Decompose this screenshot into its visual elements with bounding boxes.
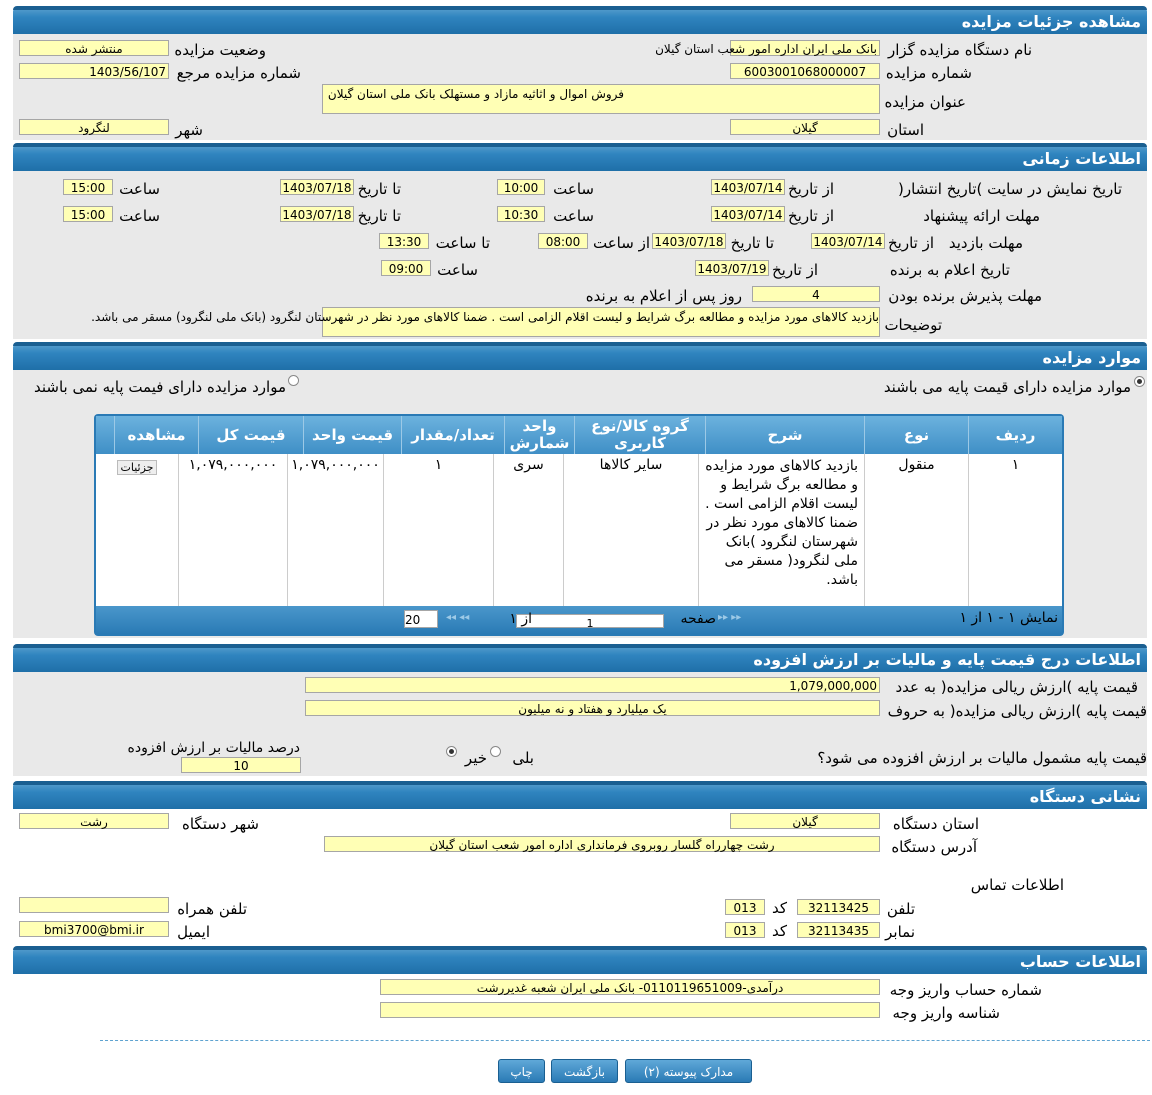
accept-suffix: روز پس از اعلام به برنده — [585, 287, 742, 305]
cell-unit-price: ۱,۰۷۹,۰۰۰,۰۰۰ — [287, 454, 383, 606]
visit-to-date[interactable]: 1403/07/18 — [652, 233, 726, 249]
cell-unit: سری — [493, 454, 563, 606]
pager-showing: نمایش ۱ - ۱ از ۱ — [959, 610, 1058, 626]
account-field[interactable]: درآمدی-0110119651009- بانک ملی ایران شعبه غدیررشت — [380, 979, 880, 995]
dev-province-label: استان دستگاه — [892, 815, 979, 833]
province-label-text: استان — [887, 121, 924, 139]
vat-percent-label: درصد مالیات بر ارزش افزوده — [127, 740, 300, 756]
dev-address-field[interactable]: رشت چهارراه گلسار روبروی فرمانداری اداره امور شعب استان گیلان — [324, 836, 880, 852]
col-qty[interactable]: تعداد/مقدار — [401, 416, 504, 454]
col-unit[interactable]: واحد شمارش — [504, 416, 574, 454]
back-button[interactable]: بازگشت — [551, 1059, 618, 1083]
offer-from-time-label: ساعت — [553, 207, 594, 225]
offer-label: مهلت ارائه پیشنهاد — [923, 207, 1040, 225]
ref-no-field[interactable]: 1403/56/107 — [19, 63, 169, 79]
display-to-date[interactable]: 1403/07/18 — [280, 179, 354, 195]
col-index[interactable]: ردیف — [968, 416, 1062, 454]
attachments-button[interactable]: مدارک پیوسته (۲) — [625, 1059, 752, 1083]
section-header-address: نشانی دستگاه — [13, 781, 1147, 809]
base-text-field[interactable]: یک میلیارد و هفتاد و نه میلیون — [305, 700, 880, 716]
with-base-price-radio[interactable] — [1134, 376, 1145, 387]
col-view[interactable]: مشاهده — [114, 416, 198, 454]
cell-index: ۱ — [968, 454, 1062, 606]
pager-page-label: صفحه — [680, 611, 716, 627]
grid-pager — [96, 606, 1062, 634]
display-to-label: تا تاریخ — [357, 180, 401, 198]
cell-qty: ۱ — [383, 454, 493, 606]
section-header-details: مشاهده جزئیات مزایده — [13, 6, 1147, 34]
visit-from-time[interactable]: 08:00 — [538, 233, 588, 249]
phone-field[interactable]: 32113425 — [797, 899, 880, 915]
fax-label: نمابر — [885, 923, 915, 941]
vat-question: قیمت پایه مشمول مالیات بر ارزش افزوده می شود؟ — [817, 749, 1147, 767]
section-header-account: اطلاعات حساب — [13, 946, 1147, 974]
col-total-price[interactable]: قیمت کل — [198, 416, 303, 454]
auction-no-field[interactable]: 6003001068000007 — [730, 63, 880, 79]
with-base-price-label: موارد مزایده دارای قیمت پایه می باشند — [883, 378, 1131, 396]
display-from-label: از تاریخ — [787, 180, 834, 198]
status-label: وضعیت مزایده — [174, 41, 266, 59]
mobile-field[interactable] — [19, 897, 169, 913]
vat-yes-label: بلی — [512, 749, 534, 767]
status-field[interactable]: منتشر شده — [19, 40, 169, 56]
offer-from-date[interactable]: 1403/07/14 — [711, 206, 785, 222]
winner-time[interactable]: 09:00 — [381, 260, 431, 276]
display-from-time[interactable]: 10:00 — [497, 179, 545, 195]
pager-next-icons[interactable]: ◂◂ ◂◂ — [446, 612, 470, 623]
offer-to-label: تا تاریخ — [357, 207, 401, 225]
visit-from-date[interactable]: 1403/07/14 — [811, 233, 885, 249]
dev-city-label: شهر دستگاه — [181, 815, 259, 833]
print-button[interactable]: چاپ — [498, 1059, 545, 1083]
fax-code-field[interactable]: 013 — [725, 922, 765, 938]
visit-to-time-label: تا ساعت — [435, 234, 490, 252]
org-field[interactable]: بانک ملی ایران اداره امور شعب استان گیلان — [730, 40, 880, 56]
offer-to-time-label: ساعت — [119, 207, 160, 225]
section-header-items: موارد مزایده — [13, 342, 1147, 370]
pager-of-label: از ۱ — [509, 611, 532, 627]
city-field[interactable]: لنگرود — [19, 119, 169, 135]
cell-total-price: ۱,۰۷۹,۰۰۰,۰۰۰ — [178, 454, 287, 606]
cell-group: سایر کالاها — [563, 454, 698, 606]
dev-address-label: آدرس دستگاه — [891, 838, 977, 856]
ref-no-label: شماره مزایده مرجع — [176, 64, 301, 82]
winner-from-label: از تاریخ — [771, 261, 818, 279]
offer-to-time[interactable]: 15:00 — [63, 206, 113, 222]
title-field[interactable]: فروش اموال و اثاثیه مازاد و مستهلک بانک ملی استان گیلان — [322, 84, 880, 114]
divider — [100, 1040, 1150, 1041]
accept-days-field[interactable]: 4 — [752, 286, 880, 302]
visit-to-time[interactable]: 13:30 — [379, 233, 429, 249]
vat-no-label: خیر — [464, 749, 487, 767]
accept-label: مهلت پذیرش برنده بودن — [888, 287, 1042, 305]
col-desc[interactable]: شرح — [705, 416, 864, 454]
fax-field[interactable]: 32113435 — [797, 922, 880, 938]
dev-city-field[interactable]: رشت — [19, 813, 169, 829]
phone-code-label: کد — [771, 899, 787, 917]
base-num-label: قیمت پایه )ارزش ریالی مزایده( به عدد — [895, 678, 1138, 696]
section-header-pricing: اطلاعات درج قیمت پایه و مالیات بر ارزش افزوده — [13, 644, 1147, 672]
visit-label: مهلت بازدید — [948, 234, 1023, 252]
offer-from-label: از تاریخ — [787, 207, 834, 225]
desc-label: توضیحات — [884, 316, 942, 334]
pager-prev-icons[interactable]: ▸▸ ▸▸ — [718, 612, 742, 623]
account-label: شماره حساب واریز وجه — [889, 981, 1042, 999]
mobile-label: تلفن همراه — [177, 900, 247, 918]
visit-from-label: از تاریخ — [887, 234, 934, 252]
payment-id-field[interactable] — [380, 1002, 880, 1018]
base-text-label: قیمت پایه )ارزش ریالی مزایده( به حروف — [887, 702, 1147, 720]
payment-id-label: شناسه واریز وجه — [892, 1004, 1000, 1022]
items-grid — [94, 414, 1064, 636]
grid-header — [96, 416, 1062, 454]
display-to-time-label: ساعت — [119, 180, 160, 198]
contact-label: اطلاعات تماس — [970, 876, 1064, 894]
org-label: نام دستگاه مزایده گزار — [887, 41, 1032, 59]
cell-type: منقول — [864, 454, 968, 606]
base-num-field[interactable]: 1,079,000,000 — [305, 677, 880, 693]
cell-desc: بازدید کالاهای مورد مزایده و مطالعه برگ شرایط و لیست اقلام الزامی است . ضمنا کالاهای مورد نظر در شهرستان لنگرود )بانک ملی لنگرود( مسقر می باشد. — [698, 454, 864, 606]
display-from-date[interactable]: 1403/07/14 — [711, 179, 785, 195]
vat-no-radio[interactable] — [446, 746, 457, 757]
display-from-time-label: ساعت — [553, 180, 594, 198]
cell-view — [96, 454, 178, 606]
vat-yes-radio[interactable] — [490, 746, 501, 757]
winner-label: تاریخ اعلام به برنده — [889, 261, 1010, 279]
details-button[interactable]: جزئیات — [117, 460, 158, 475]
section-header-timing: اطلاعات زمانی — [13, 143, 1147, 171]
display-date-label: تاریخ نمایش در سایت )تاریخ انتشار( — [898, 180, 1122, 198]
dev-province-field[interactable]: گیلان — [730, 813, 880, 829]
offer-from-time[interactable]: 10:30 — [497, 206, 545, 222]
without-base-price-radio[interactable] — [288, 375, 299, 386]
email-field[interactable]: bmi3700@bmi.ir — [19, 921, 169, 937]
col-group[interactable]: گروه کالا/نوع کاربری — [574, 416, 705, 454]
visit-from-time-label: از ساعت — [593, 234, 650, 252]
page-size-input[interactable]: 20 — [404, 610, 438, 628]
title-label: عنوان مزایده — [884, 93, 966, 111]
city-label: شهر — [175, 121, 203, 139]
fax-code-label: کد — [771, 922, 787, 940]
without-base-price-label: موارد مزایده دارای فیمت پایه نمی باشند — [34, 378, 286, 396]
auction-no-label: شماره مزایده — [885, 64, 972, 82]
table-row — [96, 454, 1062, 606]
col-unit-price[interactable]: قیمت واحد — [303, 416, 401, 454]
vat-percent-field[interactable]: 10 — [181, 757, 301, 773]
display-to-time[interactable]: 15:00 — [63, 179, 113, 195]
province-field[interactable]: گیلان — [730, 119, 880, 135]
email-label: ایمیل — [177, 923, 210, 941]
desc-field[interactable]: بازدید کالاهای مورد مزایده و مطالعه برگ شرایط و لیست اقلام الزامی است . ضمنا کالاهای مورد نظر در شهرستان لنگرود (بانک ملی لنگرود) مسقر می باشد. — [322, 307, 880, 337]
page-number-input[interactable]: 1 — [516, 614, 664, 628]
visit-to-label: تا تاریخ — [730, 234, 774, 252]
winner-date[interactable]: 1403/07/19 — [695, 260, 769, 276]
phone-code-field[interactable]: 013 — [725, 899, 765, 915]
col-type[interactable]: نوع — [864, 416, 968, 454]
phone-label: تلفن — [886, 900, 915, 918]
winner-time-label: ساعت — [437, 261, 478, 279]
offer-to-date[interactable]: 1403/07/18 — [280, 206, 354, 222]
